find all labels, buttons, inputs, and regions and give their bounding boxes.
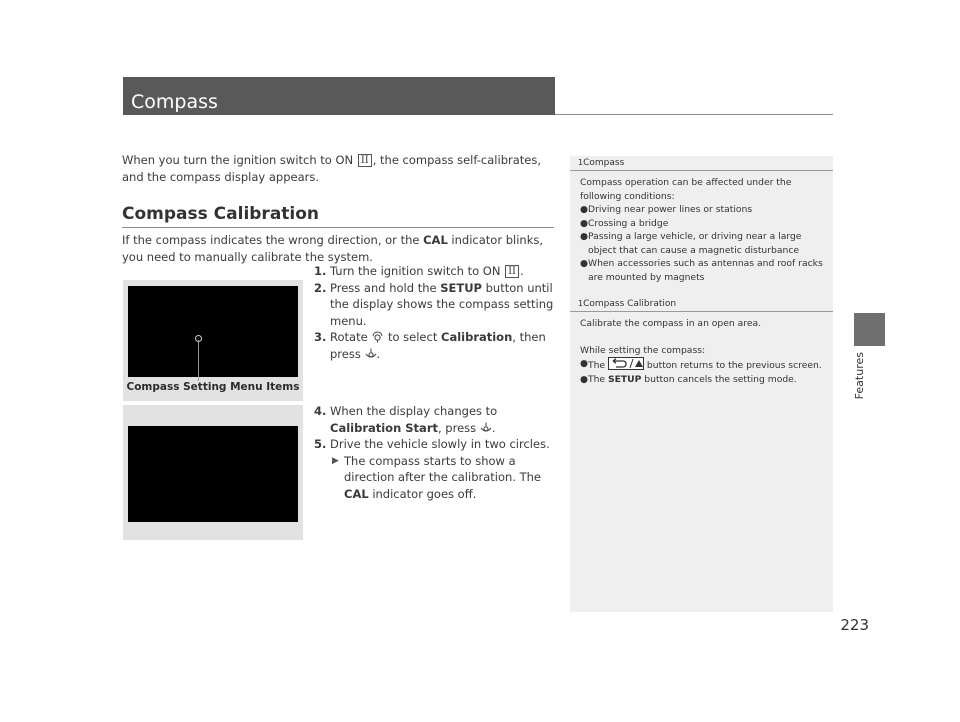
- note-bullet: [580, 230, 823, 257]
- note-heading-text: Compass: [583, 158, 625, 168]
- bullet-icon: ●: [580, 358, 589, 369]
- calib-intro-1: If the compass indicates the wrong direction, or the: [122, 233, 424, 247]
- setup-button-text: SETUP: [440, 280, 482, 295]
- intro-paragraph: [122, 152, 552, 186]
- section-tab: [854, 313, 885, 346]
- page-number: 223: [840, 616, 869, 634]
- note-ref-icon: 1: [578, 158, 584, 167]
- note-body: [570, 171, 833, 284]
- calibration-start-figure: [123, 405, 303, 540]
- note-body: [570, 312, 833, 386]
- setup-button-text: SETUP: [608, 373, 642, 385]
- note-ref-icon: 1: [578, 299, 584, 308]
- note-heading: [570, 297, 833, 312]
- step-text: button until the display shows the compass setting menu.: [330, 280, 554, 328]
- bullet-text: Passing a large vehicle, or driving near a large object that can cause a magnetic disturbance: [588, 231, 802, 256]
- bullet-icon: ●: [580, 258, 589, 269]
- step-number: 3.: [314, 330, 327, 344]
- section-label: Features: [853, 352, 866, 400]
- compass-menu-figure: [123, 280, 303, 401]
- step-text: Turn the ignition switch to ON: [330, 264, 505, 278]
- press-knob-icon: [480, 422, 492, 434]
- cal-indicator-text: CAL: [344, 486, 369, 501]
- note-bullet: [580, 357, 823, 373]
- heading-rule: [122, 227, 554, 228]
- note-compass-calibration: [570, 297, 833, 386]
- figure-caption: Compass Setting Menu Items: [126, 381, 300, 393]
- bullet-icon: ●: [580, 373, 589, 385]
- note-bullet: [580, 257, 823, 284]
- note-compass: [570, 156, 833, 284]
- step-text: .: [520, 264, 524, 278]
- bullet-icon: ●: [580, 204, 589, 215]
- step-1: [314, 263, 558, 280]
- step-text: , press: [438, 420, 480, 435]
- steps-group-1: [314, 263, 558, 362]
- title-rule: [555, 114, 833, 115]
- step-4: [314, 403, 558, 436]
- step-5: [314, 436, 558, 453]
- note-heading-text: Compass Calibration: [583, 299, 677, 309]
- bullet-text: The: [588, 373, 609, 385]
- note-bullet: [580, 217, 823, 231]
- calibration-heading: Compass Calibration: [122, 204, 320, 224]
- bullet-text: Crossing a bridge: [588, 217, 669, 229]
- bullet-text: Driving near power lines or stations: [588, 204, 753, 215]
- step-text: .: [491, 420, 496, 435]
- note-bullet: [580, 373, 823, 387]
- bullet-icon: ●: [580, 231, 589, 242]
- result-text: The compass starts to show a direction after the calibration. The: [344, 453, 542, 484]
- cal-indicator-text: CAL: [423, 233, 448, 247]
- back-home-button-icon: [608, 357, 644, 370]
- press-knob-icon: [365, 348, 377, 360]
- step-text: Rotate: [330, 330, 372, 344]
- calibration-option-text: Calibration: [441, 330, 513, 344]
- page-title: [123, 77, 555, 115]
- notes-sidebar: [570, 156, 833, 612]
- display-screen: [128, 426, 298, 522]
- calibration-start-text: Calibration Start: [330, 420, 438, 435]
- intro-text-2: , the compass self-calibrates, and the compass display appears.: [122, 153, 542, 184]
- selector-knob-icon: [371, 331, 384, 343]
- result-arrow-icon: ▶: [332, 455, 339, 466]
- step-number: 5.: [314, 437, 327, 451]
- note-text: Compass operation can be affected under the following conditions:: [580, 177, 792, 202]
- calibration-intro: [122, 232, 554, 266]
- step-3: [314, 329, 558, 362]
- step-text: to select: [384, 330, 441, 344]
- note-text: While setting the compass:: [580, 344, 706, 356]
- page-title-text: Compass: [131, 91, 218, 113]
- step-number: 2.: [314, 280, 327, 295]
- bullet-text: When accessories such as antennas and roof racks are mounted by magnets: [588, 258, 823, 283]
- callout-line: [198, 340, 199, 381]
- intro-text-1: When you turn the ignition switch to ON: [122, 153, 357, 167]
- calib-intro-2: indicator blinks, you need to manually calibrate the system.: [122, 233, 543, 264]
- ignition-key-icon: II: [358, 154, 372, 167]
- note-text: Calibrate the compass in an open area.: [580, 318, 762, 329]
- step-text: When the display changes to: [330, 404, 498, 418]
- step-text: .: [376, 346, 381, 361]
- display-screen: [128, 286, 298, 377]
- bullet-text: button cancels the setting mode.: [641, 373, 797, 385]
- bullet-icon: ●: [580, 217, 589, 229]
- step-text: , then press: [330, 330, 546, 361]
- step-number: 4.: [314, 404, 327, 418]
- step-text: Drive the vehicle slowly in two circles.: [330, 437, 550, 451]
- note-bullet: [580, 203, 823, 217]
- bullet-text: The: [588, 360, 609, 371]
- step-text: Press and hold the: [330, 280, 441, 295]
- bullet-text: button returns to the previous screen.: [644, 360, 822, 371]
- step-2: [314, 280, 558, 330]
- ignition-key-icon: II: [505, 265, 519, 278]
- note-spacer: [580, 331, 823, 344]
- note-heading: [570, 156, 833, 171]
- steps-group-2: [314, 403, 558, 502]
- result-text: indicator goes off.: [368, 486, 477, 501]
- step-number: 1.: [314, 264, 327, 278]
- step-result: [314, 453, 558, 503]
